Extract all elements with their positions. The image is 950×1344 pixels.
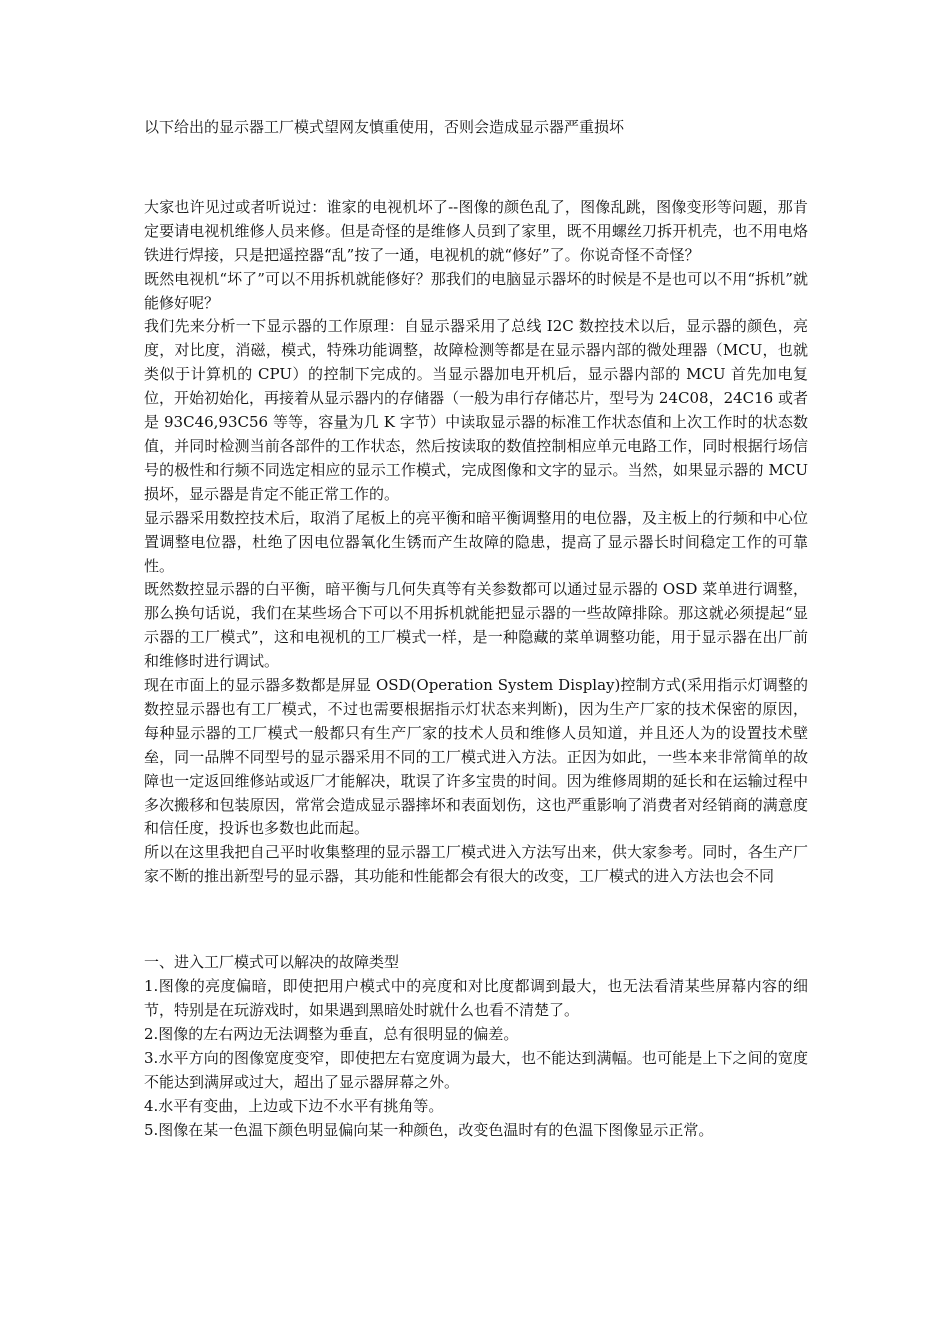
list-item: 4.水平有变曲，上边或下边不水平有挑角等。 bbox=[144, 1096, 444, 1115]
section-heading: 一、进入工厂模式可以解决的故障类型 bbox=[144, 953, 400, 972]
spacer bbox=[144, 140, 808, 196]
list-item: 3.水平方向的图像宽度变窄，即使把左右宽度调为最大，也不能达到满幅。也可能是上下之间的宽度不能达到满屏或过大，超出了显示器屏幕之外。 bbox=[144, 1048, 808, 1091]
spacer bbox=[144, 889, 808, 951]
paragraph: 现在市面上的显示器多数都是屏显 OSD(Operation System Display)控制方式(采用指示灯调整的数控显示器也有工厂模式，不过也需要根据指示灯状态来判断)，因为生产厂家的技术保密的原因，每种显示器的工厂模式一般都只有生产厂家的技术人员和维修人员知道，并且还人为的设置技术壁垒，同一品牌不同型号的显示器采用不同的工厂模式进入方法。正因为如此，一些本来非常简单的故障也一定返回维修站或返厂才能解决，耽误了许多宝贵的时间。因为维修周期的延长和在运输过程中多次搬移和包装原因，常常会造成显示器摔坏和表面划伤，这也严重影响了消费者对经销商的满意度和信任度，投诉也多数也此而起。 bbox=[144, 676, 808, 838]
paragraph: 既然数控显示器的白平衡，暗平衡与几何失真等有关参数都可以通过显示器的 OSD 菜单进行调整，那么换句话说，我们在某些场合下可以不用拆机就能把显示器的一些故障排除。那这就必须提起“显示器的工厂模式”，这和电视机的工厂模式一样，是一种隐藏的菜单调整功能，用于显示器在出厂前和维修时进行调试。 bbox=[144, 580, 808, 671]
intro-warning: 以下给出的显示器工厂模式望网友慎重使用，否则会造成显示器严重损坏 bbox=[144, 118, 625, 136]
paragraph: 既然电视机“坏了”可以不用拆机就能修好？那我们的电脑显示器坏的时候是不是也可以不用“拆机”就能修好呢？ bbox=[144, 269, 808, 312]
paragraph: 显示器采用数控技术后，取消了尾板上的亮平衡和暗平衡调整用的电位器，及主板上的行频和中心位置调整电位器，杜绝了因电位器氧化生锈而产生故障的隐患，提高了显示器长时间稳定工作的可靠性。 bbox=[144, 508, 808, 575]
list-item: 5.图像在某一色温下颜色明显偏向某一种颜色，改变色温时有的色温下图像显示正常。 bbox=[144, 1120, 714, 1139]
list-item: 1.图像的亮度偏暗，即使把用户模式中的亮度和对比度都调到最大，也无法看清某些屏幕内容的细节，特别是在玩游戏时，如果遇到黑暗处时就什么也看不清楚了。 bbox=[144, 977, 808, 1019]
paragraph: 所以在这里我把自己平时收集整理的显示器工厂模式进入方法写出来，供大家参考。同时，各生产厂家不断的推出新型号的显示器，其功能和性能都会有很大的改变，工厂模式的进入方法也会不同 bbox=[144, 843, 808, 886]
paragraph: 大家也许见过或者听说过：谁家的电视机坏了--图像的颜色乱了，图像乱跳，图像变形等问题，那肯定要请电视机维修人员来修。但是奇怪的是维修人员到了家里，既不用螺丝刀拆开机壳，也不用电烙铁进行焊接，只是把遥控器“乱”按了一通，电视机的就“修好”了。你说奇怪不奇怪？ bbox=[144, 197, 808, 264]
paragraph: 我们先来分析一下显示器的工作原理：自显示器采用了总线 I2C 数控技术以后，显示器的颜色，亮度，对比度，消磁，模式，特殊功能调整，故障检测等都是在显示器内部的微处理器（MCU，也就类似于计算机的 CPU）的控制下完成的。当显示器加电开机后，显示器内部的 MCU 首先加电复位，开始初始化，再接着从显示器内的存储器（一般为串行存储芯片，型号为 24C08，24C16 或者是 93C46,93C56 等等，容量为几 K 字节）中读取显示器的标准工作状态值和上次工作时的状态数值，并同时检测当前各部件的工作状态，然后按读取的数值控制相应单元电路工作，同时根据行场信号的极性和行频不同选定相应的显示工作模式，完成图像和文字的显示。当然，如果显示器的 MCU 损坏，显示器是肯定不能正常工作的。 bbox=[144, 317, 808, 503]
list-item: 2.图像的左右两边无法调整为垂直，总有很明显的偏差。 bbox=[144, 1024, 519, 1043]
document-page bbox=[144, 116, 808, 1142]
